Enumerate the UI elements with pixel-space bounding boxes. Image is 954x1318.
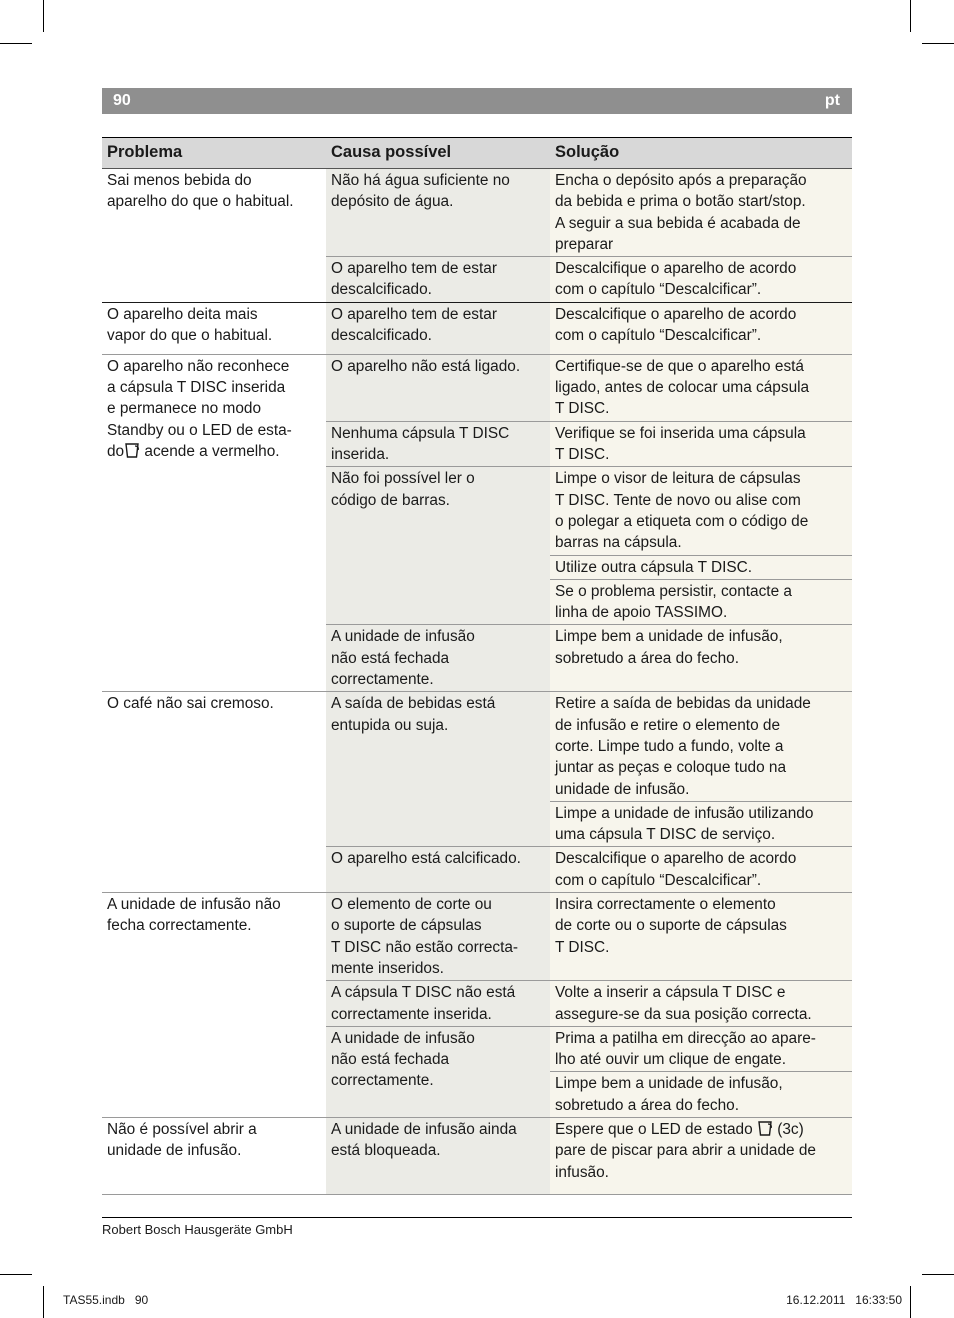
text-line: Limpe a unidade de infusão utilizando <box>555 804 814 822</box>
solution-cell <box>550 893 852 981</box>
print-slug-date: 16.12.2011 16:33:50 <box>786 1293 902 1307</box>
text-fragment: Espere que o LED de estado <box>555 1120 753 1138</box>
cause-cell <box>326 847 550 893</box>
text-line: Não há água suficiente no <box>331 172 510 189</box>
page-number: 90 <box>113 92 131 109</box>
text-line: preparar <box>555 235 614 253</box>
text-line: de infusão e retire o elemento de <box>555 716 781 734</box>
text-line: ligado, antes de colocar uma cápsula <box>555 379 810 397</box>
text-fragment: (3c) <box>772 1120 804 1138</box>
problem-cell <box>102 893 326 1118</box>
table-row <box>102 302 852 354</box>
footer-divider <box>102 1217 852 1218</box>
cause-cell <box>326 302 550 354</box>
troubleshooting-table <box>102 137 852 1195</box>
solution-cell <box>550 1117 852 1194</box>
crop-mark <box>0 43 32 44</box>
text-line: Prima a patilha em direcção ao apare- <box>555 1029 816 1047</box>
text-line: pare de piscar para abrir a unidade de <box>555 1142 816 1160</box>
crop-mark <box>910 1286 911 1318</box>
cause-cell <box>326 257 550 303</box>
cause-cell <box>326 421 550 467</box>
text-line: com o capítulo “Descalcificar”. <box>555 871 762 889</box>
text-line: o polegar a etiqueta com o código de <box>555 512 809 530</box>
text-line: Retire a saída de bebidas da unidade <box>555 695 811 713</box>
solution-cell <box>550 169 852 257</box>
text-line: o suporte de cápsulas <box>331 917 482 935</box>
text-line <box>555 1119 848 1140</box>
troubleshooting-table-wrap <box>102 137 852 1195</box>
solution-cell <box>550 555 852 579</box>
text-line: corte. Limpe tudo a fundo, volte a <box>555 737 784 755</box>
text-line: O aparelho não está ligado. <box>331 357 521 375</box>
text-line: correctamente. <box>331 671 434 689</box>
text-line: O aparelho deita mais <box>107 305 258 323</box>
text-line: A saída de bebidas está <box>331 695 496 713</box>
text-line: fecha correctamente. <box>107 917 252 935</box>
text-line: descalcificado. <box>331 327 432 345</box>
text-line: A unidade de infusão ainda <box>331 1120 517 1138</box>
text-line: A cápsula T DISC não está <box>331 984 516 1002</box>
text-line: linha de apoio TASSIMO. <box>555 604 728 622</box>
text-line: infusão. <box>555 1163 609 1181</box>
problem-cell <box>102 302 326 354</box>
text-fragment: acende a vermelho. <box>140 442 280 460</box>
solution-cell <box>550 847 852 893</box>
text-line: Limpe bem a unidade de infusão, <box>555 1075 783 1093</box>
text-line: A seguir a sua bebida é acabada de <box>555 214 801 232</box>
table-row <box>102 354 852 421</box>
cup-icon <box>757 1120 773 1137</box>
table-row <box>102 692 852 801</box>
problem-cell <box>102 169 326 303</box>
text-line: vapor do que o habitual. <box>107 327 273 345</box>
text-line: Nenhuma cápsula T DISC <box>331 424 510 442</box>
text-line: correctamente. <box>331 1072 434 1090</box>
text-line: inserida. <box>331 446 390 464</box>
text-line: O aparelho tem de estar <box>331 305 497 323</box>
text-line: da bebida e prima o botão start/stop. <box>555 193 806 211</box>
text-line: sobretudo a área do fecho. <box>555 1096 739 1114</box>
text-line: Standby ou o LED de esta- <box>107 421 292 439</box>
text-line: código de barras. <box>331 491 450 509</box>
table-header-row <box>102 138 852 169</box>
text-line: assegure-se da sua posição correcta. <box>555 1005 812 1023</box>
text-line: está bloqueada. <box>331 1142 441 1160</box>
solution-cell <box>550 692 852 801</box>
text-line: Limpe bem a unidade de infusão, <box>555 628 783 646</box>
cause-cell <box>326 981 550 1027</box>
text-line: O aparelho está calcificado. <box>331 850 521 868</box>
text-line: A unidade de infusão <box>331 1029 475 1047</box>
solution-cell <box>550 354 852 421</box>
text-line <box>107 441 322 462</box>
text-line: T DISC. <box>555 446 610 464</box>
text-line: Verifique se foi inserida uma cápsula <box>555 424 806 442</box>
table-row <box>102 893 852 981</box>
text-line: Limpe o visor de leitura de cápsulas <box>555 470 801 488</box>
cause-cell <box>326 625 550 692</box>
text-line: com o capítulo “Descalcificar”. <box>555 327 762 345</box>
text-line: mente inseridos. <box>331 959 444 977</box>
print-slug-file: TAS55.indb 90 <box>63 1293 149 1307</box>
text-line: Encha o depósito após a preparação <box>555 172 807 189</box>
problem-cell <box>102 692 326 893</box>
text-line: A unidade de infusão não <box>107 896 281 914</box>
text-line: O aparelho não reconhece <box>107 357 290 375</box>
text-line: Certifique-se de que o aparelho está <box>555 357 804 375</box>
cause-cell <box>326 1117 550 1194</box>
page-header-bar <box>102 88 852 114</box>
table-row <box>102 1117 852 1194</box>
text-line: correctamente inserida. <box>331 1005 492 1023</box>
cause-cell <box>326 354 550 421</box>
solution-cell <box>550 257 852 303</box>
cause-cell <box>326 893 550 981</box>
text-line: lho até ouvir um clique de engate. <box>555 1051 787 1069</box>
text-line: T DISC. Tente de novo ou alise com <box>555 491 801 509</box>
text-line: e permanece no modo <box>107 400 262 418</box>
cause-cell <box>326 1026 550 1117</box>
language-code: pt <box>824 92 840 109</box>
text-line: Utilize outra cápsula T DISC. <box>555 558 753 576</box>
crop-mark <box>922 43 954 44</box>
text-line: a cápsula T DISC inserida <box>107 379 286 397</box>
solution-cell <box>550 981 852 1027</box>
footer-company: Robert Bosch Hausgeräte GmbH <box>102 1222 293 1237</box>
text-line: Descalcifique o aparelho de acordo <box>555 305 797 323</box>
text-line: Descalcifique o aparelho de acordo <box>555 850 797 868</box>
text-line: unidade de infusão. <box>555 780 690 798</box>
text-line: Não foi possível ler o <box>331 470 475 488</box>
text-line: com o capítulo “Descalcificar”. <box>555 281 762 299</box>
text-line: barras na cápsula. <box>555 534 682 552</box>
text-line: unidade de infusão. <box>107 1142 242 1160</box>
crop-mark <box>43 0 44 32</box>
text-line: Descalcifique o aparelho de acordo <box>555 260 797 278</box>
text-line: Se o problema persistir, contacte a <box>555 582 792 600</box>
text-line: O café não sai cremoso. <box>107 695 274 713</box>
text-line: T DISC. <box>555 938 610 956</box>
solution-cell <box>550 421 852 467</box>
crop-mark <box>910 0 911 32</box>
text-line: A unidade de infusão <box>331 628 475 646</box>
text-line: aparelho do que o habitual. <box>107 193 294 211</box>
text-line: O elemento de corte ou <box>331 896 492 914</box>
solution-cell <box>550 579 852 625</box>
cup-icon <box>124 442 140 459</box>
text-fragment: do <box>107 442 125 460</box>
text-line: juntar as peças e coloque tudo na <box>555 759 787 777</box>
crop-mark <box>0 1274 32 1275</box>
text-line: não está fechada <box>331 1051 450 1069</box>
header-problem: Problema <box>102 138 326 169</box>
solution-cell <box>550 467 852 555</box>
solution-cell <box>550 1072 852 1118</box>
solution-cell <box>550 801 852 847</box>
cause-cell <box>326 467 550 625</box>
solution-cell <box>550 625 852 692</box>
text-line: Sai menos bebida do <box>107 172 252 189</box>
cause-cell <box>326 692 550 847</box>
cause-cell <box>326 169 550 257</box>
text-line: T DISC não estão correcta- <box>331 938 519 956</box>
text-line: depósito de água. <box>331 193 454 211</box>
text-line: T DISC. <box>555 400 610 418</box>
text-line: não está fechada <box>331 649 450 667</box>
table-row <box>102 169 852 257</box>
header-cause: Causa possível <box>326 138 550 169</box>
solution-cell <box>550 1026 852 1072</box>
text-line: Volte a inserir a cápsula T DISC e <box>555 984 786 1002</box>
header-solution: Solução <box>550 138 852 169</box>
text-line: entupida ou suja. <box>331 716 449 734</box>
text-line: Insira correctamente o elemento <box>555 896 776 914</box>
text-line: descalcificado. <box>331 281 432 299</box>
problem-cell <box>102 354 326 692</box>
problem-cell <box>102 1117 326 1194</box>
text-line: uma cápsula T DISC de serviço. <box>555 826 776 844</box>
text-line: Não é possível abrir a <box>107 1120 257 1138</box>
solution-cell <box>550 302 852 354</box>
crop-mark <box>922 1274 954 1275</box>
text-line: O aparelho tem de estar <box>331 260 497 278</box>
crop-mark <box>43 1286 44 1318</box>
text-line: de corte ou o suporte de cápsulas <box>555 917 787 935</box>
text-line: sobretudo a área do fecho. <box>555 649 739 667</box>
